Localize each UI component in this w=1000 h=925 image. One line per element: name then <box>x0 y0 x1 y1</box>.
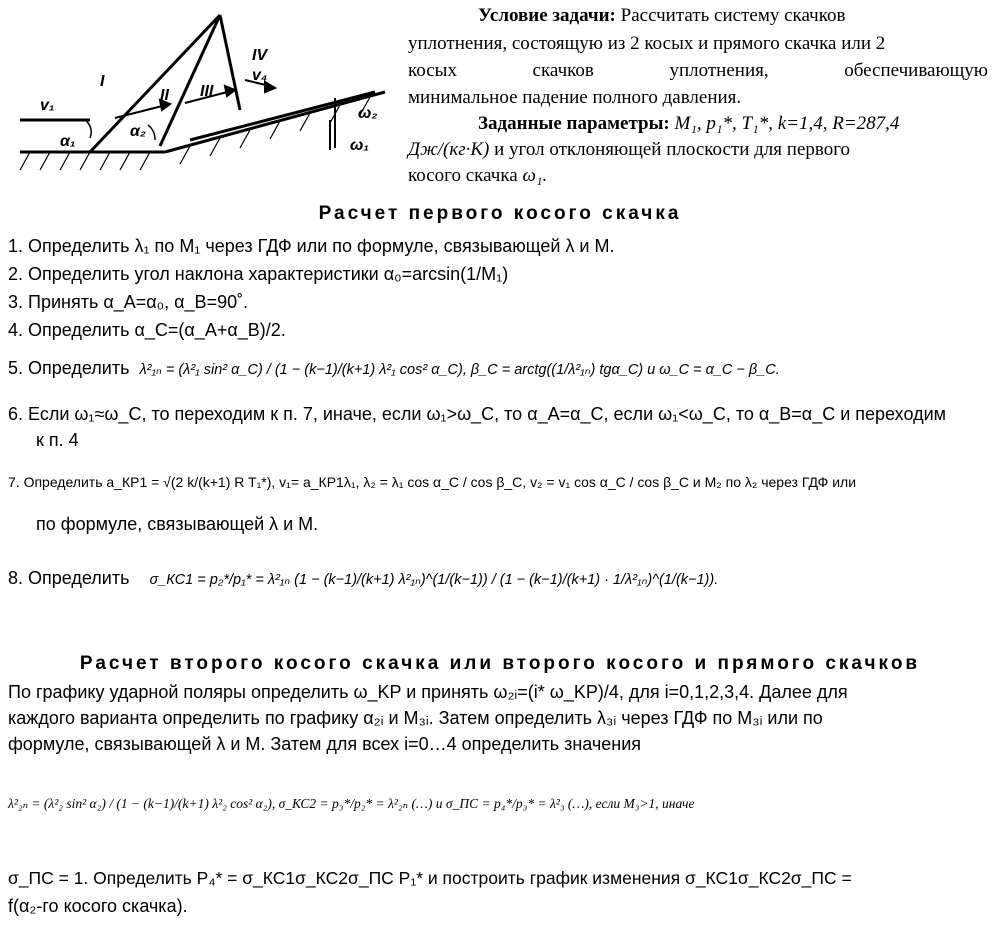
region-label: IV <box>252 47 268 64</box>
section2-last-line2: f(α₂-го косого скачка). <box>8 896 188 916</box>
step-7-line2: по формуле, связывающей λ и M. <box>36 514 319 534</box>
angle-label: ω₂ <box>358 105 378 122</box>
step-4: 4. Определить α_C=(α_A+α_B)/2. <box>8 320 286 340</box>
condition-line3: косых скачков уплотнения, обеспечивающую <box>408 60 988 81</box>
condition-line2: уплотнения, состоящую из 2 косых и прямого скачка или 2 <box>408 33 886 54</box>
region-label: II <box>160 87 169 104</box>
params-line3: косого скачка ω₁. <box>408 165 548 186</box>
section2-heading: Расчет второго косого скачка или второго косого и прямого скачков <box>79 653 921 674</box>
section2-last-line1: σ_ПС = 1. Определить P₄* = σ_КС1σ_КС2σ_ПС P₁* и построить график изменения σ_КС1σ_КС2σ_ПС = <box>8 868 852 888</box>
condition-line1: Условие задачи: Рассчитать систему скачков <box>478 5 846 26</box>
section2-para-line3: формуле, связывающей λ и M. Затем для всех i=0…4 определить значения <box>8 734 642 754</box>
condition-line4: минимальное падение полного давления. <box>408 87 742 108</box>
step-6-line2: к п. 4 <box>36 430 79 450</box>
step-1: 1. Определить λ₁ по M₁ через ГДФ или по формуле, связывающей λ и M. <box>8 236 615 256</box>
section1-heading: Расчет первого косого скачка <box>318 203 682 224</box>
angle-label: ω₁ <box>350 137 369 154</box>
step-5: 5. Определить λ²₁ₙ = (λ²₁ sin² α_C) / (1 − (k−1)/(k+1) λ²₁ cos² α_C), β_C = arctg((1/λ²₁ₙ) tgα_C) и ω_C = α_C − β_C. <box>8 358 780 378</box>
formula-8: σ_КС1 = p₂*/p₁* = λ²₁ₙ (1 − (k−1)/(k+1) λ²₁ₙ)^(1/(k−1)) / (1 − (k−1)/(k+1) · 1/λ²₁ₙ)^(1/(k−1)). <box>149 572 719 588</box>
step-2: 2. Определить угол наклона характеристики α₀=arcsin(1/M₁) <box>8 264 509 284</box>
formula-5: λ²₁ₙ = (λ²₁ sin² α_C) / (1 − (k−1)/(k+1) λ²₁ cos² α_C), β_C = arctg((1/λ²₁ₙ) tgα_C) и ω_C = α_C − β_C. <box>139 362 780 378</box>
region-label: I <box>100 73 105 90</box>
step-3: 3. Принять α_A=α₀, α_B=90˚. <box>8 292 249 312</box>
section2-para-line1: По графику ударной поляры определить ω_KP и принять ω₂ᵢ=(i* ω_KP)/4, для i=0,1,2,3,4. Далее для <box>8 682 848 702</box>
params-line2: Дж/(кг·К) и угол отклоняющей плоскости для первого <box>408 139 851 160</box>
angle-label: α₁ <box>60 133 76 150</box>
shock-diagram <box>0 0 400 200</box>
section2-formulas: λ²₂ₙ = (λ²₂ sin² α₂) / (1 − (k−1)/(k+1) λ²₂ cos² α₂), σ_КС2 = p₃*/p₂* = λ²₂ₙ (…) и σ_ПС = p₄*/p₃* = λ²₃ (…), если M₃>1, иначе <box>8 796 695 811</box>
region-label: III <box>200 83 214 100</box>
step-8: 8. Определить σ_КС1 = p₂*/p₁* = λ²₁ₙ (1 − (k−1)/(k+1) λ²₁ₙ)^(1/(k−1)) / (1 − (k−1)/(k+1) · 1/λ²₁ₙ)^(1/(k−1)). <box>8 568 719 588</box>
velocity-label: v₁ <box>40 97 55 114</box>
angle-label: α₂ <box>130 123 147 140</box>
params-line1: Заданные параметры: M₁, p₁*, T₁*, k=1,4, R=287,4 <box>478 113 900 134</box>
velocity-label: v₄ <box>252 67 268 84</box>
section2-para-line2: каждого варианта определить по графику α₂ᵢ и M₃ᵢ. Затем определить λ₃ᵢ через ГДФ по M₃ᵢ или по <box>8 708 823 728</box>
step-7-line1: 7. Определить a_КР1 = √(2 k/(k+1) R T₁*), v₁= a_КР1λ₁, λ₂ = λ₁ cos α_C / cos β_C, v₂ = v₁ cos α_C / cos β_C и M₂ по λ₂ через ГДФ или <box>8 474 857 490</box>
step-6-line1: 6. Если ω₁≈ω_C, то переходим к п. 7, иначе, если ω₁>ω_C, то α_A=α_C, если ω₁<ω_C, то α_B=α_C и переходим <box>8 404 947 424</box>
